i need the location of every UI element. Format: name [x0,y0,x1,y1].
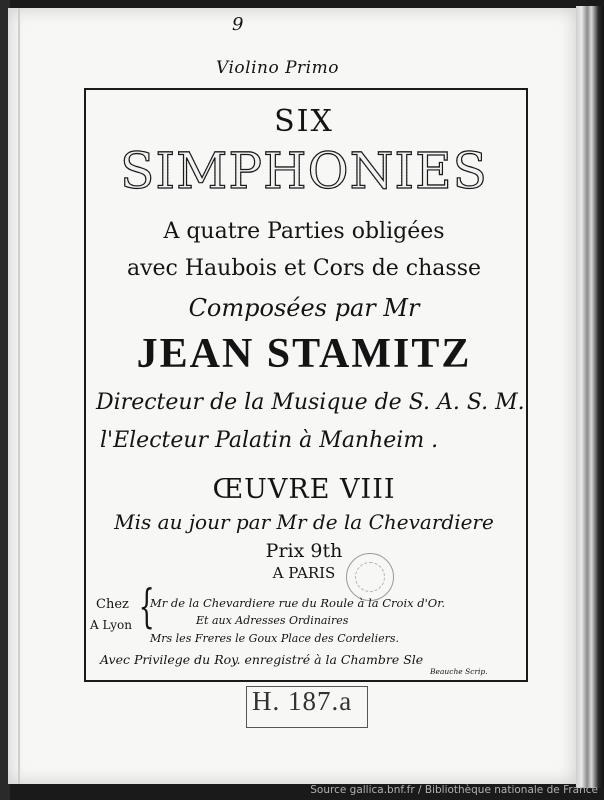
page-fold [18,8,20,784]
title-six: SIX [274,104,334,139]
imprint-address-2: Et aux Adresses Ordinaires [196,614,349,627]
library-stamp [346,553,394,601]
publisher-line: Mis au jour par Mr de la Chevardiere [114,510,494,534]
opus-number: ŒUVRE VIII [212,474,396,505]
part-label: Violino Primo [216,58,339,78]
privilege-line: Avec Privilege du Roy. enregistré à la Chambre Sle [100,652,424,667]
composer-name: JEAN STAMITZ [136,331,472,377]
subtitle-parts: A quatre Parties obligées [163,219,445,244]
composer-title-2: l'Electeur Palatin à Manheim . [100,428,439,453]
composer-title-1: Directeur de la Musique de S. A. S. M. [96,390,525,415]
source-credit: Source gallica.bnf.fr / Bibliothèque nationale de France [310,784,598,796]
imprint-address-3: Mrs les Freres le Goux Place des Cordeliers. [150,632,399,645]
brace-icon: { [138,579,155,633]
folio-number: 9 [232,14,244,35]
price: Prix 9th [265,540,343,562]
city: A PARIS [272,564,336,582]
imprint-address-1: Mr de la Chevardiere rue du Roule à la Croix d'Or. [150,596,446,610]
title-simphonies: SIMPHONIES [84,142,524,200]
engraver-signature: Beauche Scrip. [430,667,488,676]
subtitle-instruments: avec Haubois et Cors de chasse [126,256,482,281]
page-edges [576,6,604,788]
imprint-chez: Chez [96,597,129,612]
imprint-lyon: A Lyon [90,618,132,632]
composed-by: Composées par Mr [188,294,420,322]
shelfmark: H. 187.a [252,686,353,716]
